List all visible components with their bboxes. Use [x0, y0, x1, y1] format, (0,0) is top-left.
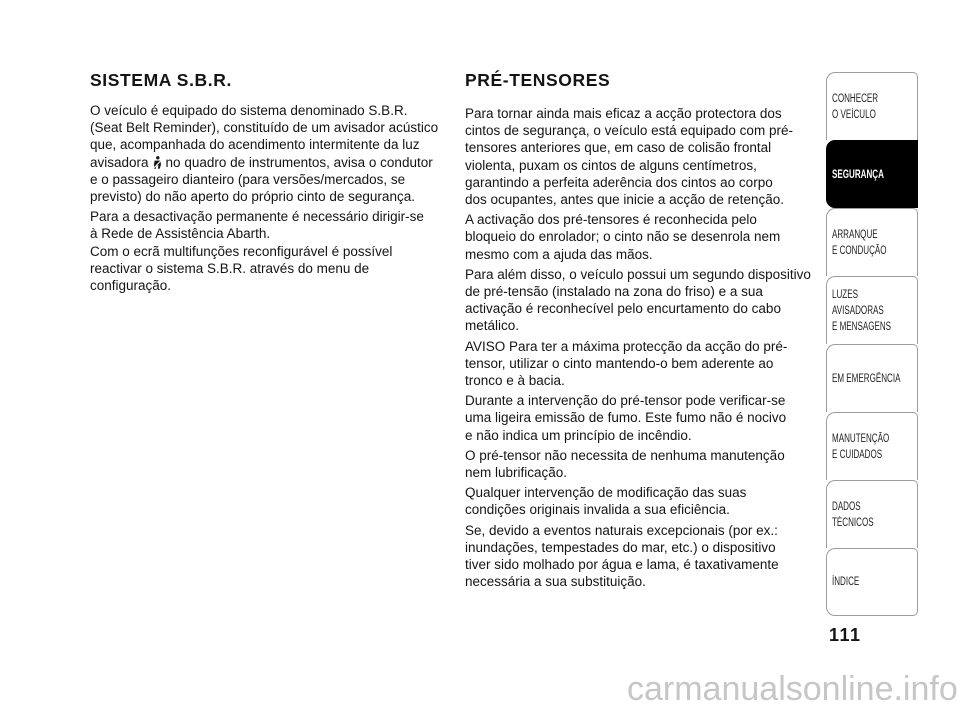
chapter-tabs	[826, 72, 918, 616]
text-line: cintos de segurança, o veículo está equipado com pré-	[465, 123, 793, 139]
tab-label-line: CONHECER	[832, 92, 879, 105]
tab-label-line: MANUTENÇÃO	[832, 432, 890, 445]
text-line: Para tornar ainda mais eficaz a acção protectora dos	[465, 106, 782, 121]
text-line: à Rede de Assistência Abarth.	[90, 226, 271, 242]
tab-label-line: AVISADORAS	[832, 304, 884, 317]
text-line: O veículo é equipado do sistema denominado S.B.R.	[90, 103, 408, 118]
paragraph	[465, 484, 817, 518]
paragraph	[90, 208, 455, 294]
tab-seguranca[interactable]	[826, 140, 918, 208]
text-line: (Seat Belt Reminder), constituído de um avisador acústico	[90, 120, 439, 136]
text-line: garantindo a perfeita aderência dos cintos ao corpo	[465, 174, 773, 190]
tab-label-line: E MENSAGENS	[832, 320, 892, 333]
tab-indice[interactable]	[826, 548, 918, 616]
section-title: SISTEMA S.B.R.	[90, 70, 232, 90]
text-line: tiver sido molhado por água e lama, é taxativamente	[465, 557, 779, 573]
tab-label-line: DADOS	[832, 500, 861, 513]
text-line-with-icon	[90, 154, 455, 171]
text-line: condições originais invalida a sua eficiência.	[465, 502, 730, 518]
text-line: configuração.	[90, 278, 172, 294]
section-body	[90, 102, 455, 294]
tab-label-line: LUZES	[832, 288, 858, 301]
text-line: tensores anteriores que, em caso de colisão frontal	[465, 140, 772, 156]
tab-label-line: ARRANQUE	[832, 228, 878, 241]
tab-dados-tecnicos[interactable]	[826, 480, 918, 548]
section-title: PRÉ-TENSORES	[465, 70, 611, 90]
tab-label-line: E CUIDADOS	[832, 448, 883, 461]
paragraph	[90, 102, 455, 205]
text-line: nem lubrificação.	[465, 465, 568, 481]
paragraph	[465, 266, 817, 335]
text-line: Se, devido a eventos naturais excepcionais (por ex.:	[465, 522, 778, 538]
text-line: violenta, puxam os cintos de alguns centímetros,	[465, 157, 757, 173]
text-line: que, acompanhada do acendimento intermitente da luz	[90, 137, 420, 153]
text-line: previsto) do não aperto do próprio cinto de segurança.	[90, 189, 415, 205]
paragraph	[465, 211, 817, 263]
text-line: e não indica um princípio de incêndio.	[465, 427, 692, 443]
text-line: dos ocupantes, antes que inicie a acção de retenção.	[465, 192, 784, 208]
page-number: 111	[829, 625, 862, 645]
text-line: Para além disso, o veículo possui um segundo dispositivo	[465, 266, 811, 282]
text-line: inundações, tempestades do mar, etc.) o dispositivo	[465, 539, 776, 555]
text-line: e o passageiro dianteiro (para versões/mercados, se	[90, 171, 406, 187]
watermark: carmanualsonline.info	[627, 670, 958, 708]
text-line: tronco e à bacia.	[465, 373, 565, 389]
tab-em-emergencia[interactable]	[826, 344, 918, 412]
tab-label-line: EM EMERGÊNCIA	[832, 372, 901, 385]
text-line: de pré-tensão (instalado na zona do friso) e a sua	[465, 284, 763, 300]
tab-label-line: TÉCNICOS	[832, 516, 874, 529]
text-line: tensor, utilizar o cinto mantendo-o bem aderente ao	[465, 355, 774, 371]
text-fragment: no quadro de instrumentos, avisa o condutor	[165, 154, 433, 170]
text-line: metálico.	[465, 318, 520, 334]
text-line: AVISO Para ter a máxima protecção da acção do pré-	[465, 338, 788, 354]
tab-manutencao-e-cuidados[interactable]	[826, 412, 918, 480]
text-line: A activação dos pré-tensores é reconhecida pelo	[465, 212, 757, 228]
tab-label-line: SEGURANÇA	[832, 168, 884, 181]
text-line: uma ligeira emissão de fumo. Este fumo não é nocivo	[465, 410, 787, 426]
section-sistema-sbr	[90, 69, 455, 297]
tab-luzes-avisadoras-e-mensagens[interactable]	[826, 276, 918, 344]
paragraph	[465, 447, 817, 481]
text-line: mesmo com a ajuda das mãos.	[465, 246, 653, 262]
section-body	[465, 105, 817, 590]
text-line: bloqueio do enrolador; o cinto não se desenrola nem	[465, 229, 781, 245]
text-fragment: avisadora	[90, 154, 149, 170]
paragraph	[465, 522, 817, 591]
text-line: Qualquer intervenção de modificação das suas	[465, 485, 747, 501]
text-line: Com o ecrã multifunções reconfigurável é possível	[90, 243, 393, 259]
text-line: Para a desactivação permanente é necessário dirigir-se	[90, 209, 424, 225]
text-line: Durante a intervenção do pré-tensor pode verificar-se	[465, 393, 786, 409]
text-line: reactivar o sistema S.B.R. através do menu de	[90, 260, 370, 276]
paragraph	[465, 105, 817, 208]
tab-label-line: O VEÍCULO	[832, 108, 876, 121]
text-line: activação é reconhecível pelo encurtamento do cabo	[465, 301, 781, 317]
section-pre-tensores	[465, 69, 817, 593]
tab-arranque-e-conducao[interactable]	[826, 208, 918, 276]
tab-conhecer-o-veiculo[interactable]	[826, 72, 918, 140]
paragraph	[465, 392, 817, 444]
tab-label-line: E CONDUÇÃO	[832, 244, 887, 257]
text-line: necessária a sua substituição.	[465, 574, 646, 590]
paragraph-warning	[465, 338, 817, 390]
text-line: O pré-tensor não necessita de nenhuma manutenção	[465, 447, 785, 463]
tab-label-line: ÍNDICE	[832, 576, 860, 588]
seat-belt-warning-icon	[153, 156, 162, 169]
